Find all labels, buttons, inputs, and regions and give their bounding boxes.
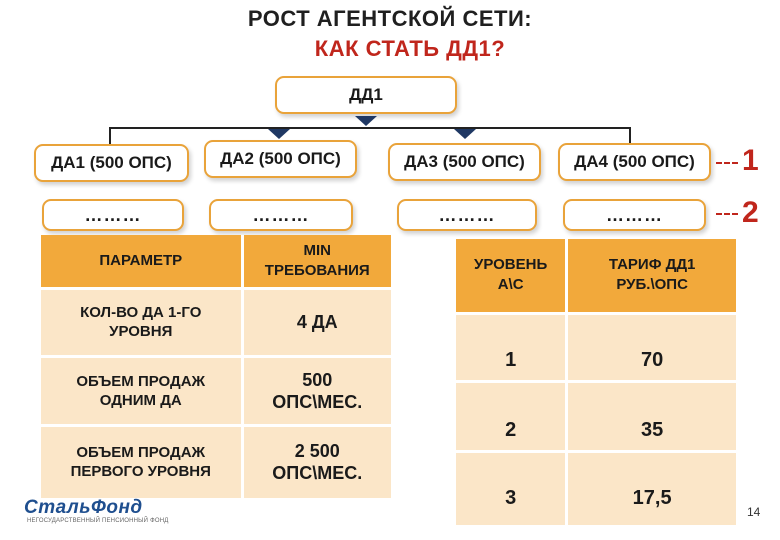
node-level2-1-label: ……… [84,204,142,225]
company-logo: СтальФонд [24,497,143,518]
tariff-header-row [456,239,736,313]
level-1-marker: 1 [742,144,759,177]
tariff-cell-rate: 70 [567,313,736,381]
requirements-row [41,356,391,425]
node-level2-2 [209,199,353,231]
node-level2-3-label: ……… [438,204,496,225]
tariff-cell-rate: 17,5 [567,451,736,525]
tariff-table [456,239,736,525]
connector-triangle-da3 [454,129,476,139]
tariff-row [456,381,736,451]
company-logo-tagline: НЕГОСУДАРСТВЕННЫЙ ПЕНСИОННЫЙ ФОНД [27,518,169,524]
connector-triangle-top [355,116,377,126]
node-level2-4 [563,199,706,231]
requirements-table [41,235,391,498]
tariff-cell-level: 3 [456,451,567,525]
tariff-cell-level: 1 [456,313,567,381]
tariff-row [456,451,736,525]
page-number: 14 [747,505,761,519]
requirements-cell-param: ОБЪЕМ ПРОДАЖ ОДНИМ ДА [41,356,242,425]
requirements-cell-param: КОЛ-ВО ДА 1-ГО УРОВНЯ [41,288,242,356]
slide-subtitle: КАК СТАТЬ ДД1? [314,36,506,61]
node-level2-3 [397,199,537,231]
requirements-header-row [41,235,391,288]
level-1-dashed-line [716,162,738,164]
tariff-header-level: УРОВЕНЬ А\С [456,239,567,313]
level-2-marker: 2 [742,196,759,229]
node-da3-label: ДА3 (500 ОПС) [404,152,525,171]
node-level2-4-label: ……… [606,204,663,225]
requirements-row [41,425,391,498]
node-da4 [558,143,711,181]
tariff-row [456,313,736,381]
tariff-cell-rate: 35 [567,381,736,451]
node-da1-label: ДА1 (500 ОПС) [51,153,172,172]
requirements-header-min: MIN ТРЕБОВАНИЯ [242,235,391,288]
node-da2 [204,140,357,178]
node-da2-label: ДА2 (500 ОПС) [220,149,341,168]
node-dd1 [275,76,457,114]
connector-triangle-da2 [268,129,290,139]
tariff-header-rate: ТАРИФ ДД1 РУБ.\ОПС [567,239,736,313]
requirements-row [41,288,391,356]
node-dd1-label: ДД1 [349,85,383,104]
node-level2-2-label: ……… [252,204,310,225]
requirements-header-parameter: ПАРАМЕТР [41,235,242,288]
requirements-cell-param: ОБЪЕМ ПРОДАЖ ПЕРВОГО УРОВНЯ [41,425,242,498]
requirements-cell-value: 4 ДА [242,288,391,356]
connector-horizontal [109,127,631,129]
node-da4-label: ДА4 (500 ОПС) [574,152,695,171]
node-level2-1 [42,199,184,231]
slide-title: РОСТ АГЕНТСКОЙ СЕТИ: [247,6,533,31]
level-2-dashed-line [716,213,738,215]
node-da1 [34,144,189,182]
tariff-cell-level: 2 [456,381,567,451]
node-da3 [388,143,541,181]
requirements-cell-value: 2 500 ОПС\МЕС. [242,425,391,498]
requirements-cell-value: 500 ОПС\МЕС. [242,356,391,425]
